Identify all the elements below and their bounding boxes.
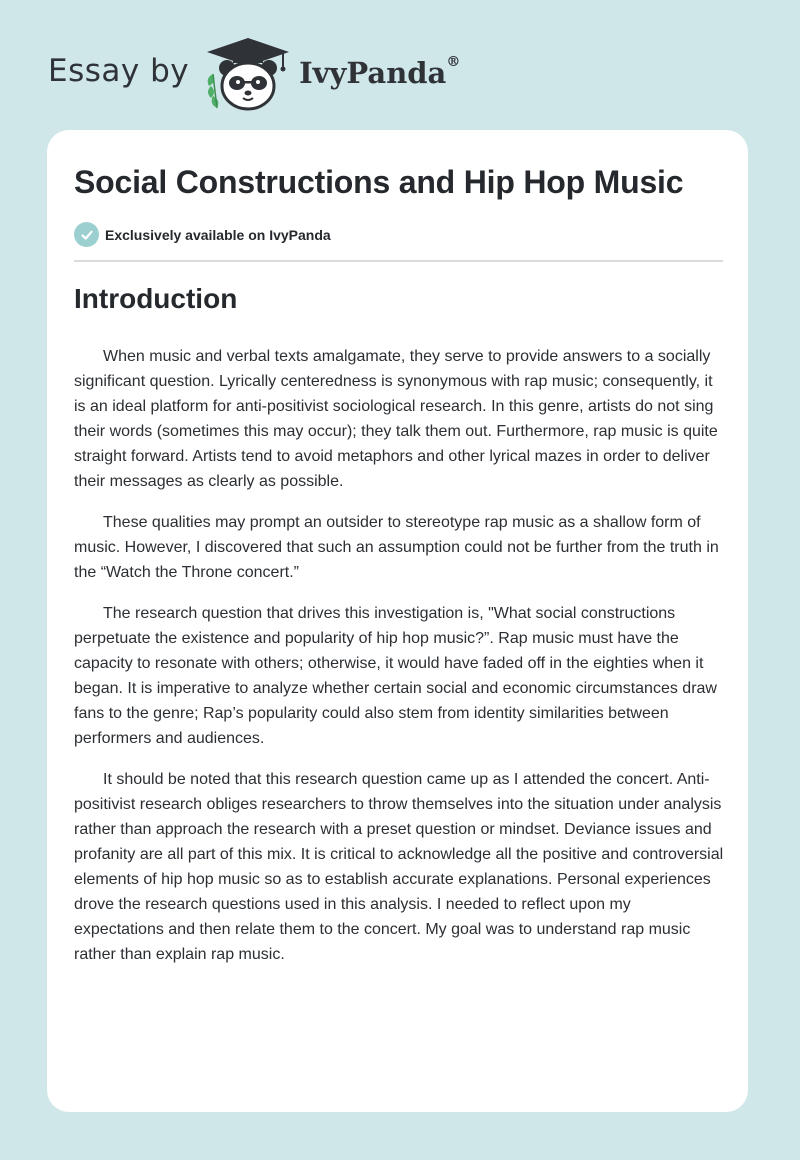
ivypanda-logo[interactable] — [203, 36, 460, 112]
paragraph: The research question that drives this investigation is, "What social constructions perpetuate the existence and popularity of hip hop music?”. Rap music must have the capacity to resonate with others; otherwise, it would have faded off in the eighties when it began. It is imperative to analyze whether certain social and economic circumstances draw fans to the genre; Rap’s popularity could also stem from identity similarities between performers and audiences. — [74, 605, 717, 747]
page-title: Social Constructions and Hip Hop Music — [74, 164, 684, 200]
article-body — [74, 344, 724, 983]
paragraph: These qualities may prompt an outsider to stereotype rap music as a shallow form of music. However, I discovered that such an assumption could not be further from the truth in the “Watch the Throne concert.” — [74, 514, 719, 581]
badge-text: Exclusively available on IvyPanda — [105, 226, 331, 243]
section-heading: Introduction — [74, 283, 238, 314]
registered-mark: ® — [446, 54, 461, 70]
essay-by-label: Essay by — [48, 53, 190, 89]
site-header — [48, 34, 460, 114]
paragraph: It should be noted that this research question came up as I attended the concert. Anti-positivist research obliges researchers to throw themselves into the situation under analysis rather than approach the research with a preset question or mindset. Deviance issues and profanity are all part of this mix. It is critical to acknowledge all the positive and controversial elements of hip hop music so as to establish accurate explanations. Personal experiences drove the research questions used in this analysis. I needed to reflect upon my expectations and then relate them to the concert. My goal was to understand rap music rather than explain rap music. — [74, 771, 724, 963]
brand-name: IvyPanda® — [299, 54, 461, 90]
paragraph: When music and verbal texts amalgamate, they serve to provide answers to a socially significant question. Lyrically centeredness is synonymous with rap music; consequently, it is an ideal platform for anti-positivist sociological research. In this genre, artists do not sing their words (sometimes this may occur); they talk them out. Furthermore, rap music is quite straight forward. Artists tend to avoid metaphors and other lyrical mazes in order to deliver their messages as clearly as possible. — [74, 348, 718, 490]
exclusive-badge — [74, 222, 331, 247]
checkmark-icon — [74, 222, 99, 247]
divider — [74, 260, 723, 262]
panda-graduate-icon — [203, 36, 293, 112]
essay-card — [47, 130, 748, 1112]
